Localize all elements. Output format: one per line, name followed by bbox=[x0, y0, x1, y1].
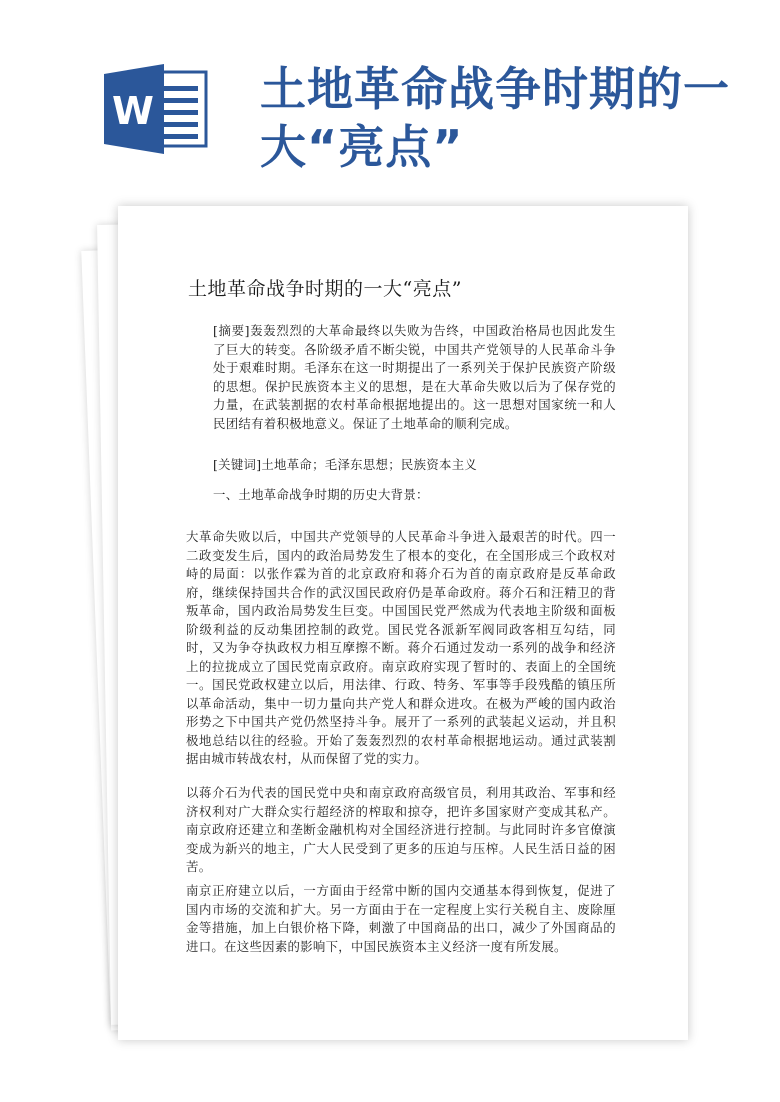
svg-text:W: W bbox=[112, 89, 154, 133]
document-page bbox=[118, 206, 688, 1040]
word-document-icon bbox=[104, 64, 210, 154]
keywords-line: [关键词]土地革命；毛泽东思想；民族资本主义 bbox=[213, 457, 478, 472]
body-paragraph: 南京正府建立以后，一方面由于经常中断的国内交通基本得到恢复，促进了国内市场的交流和扩大。另一方面由于在一定程度上实行关税自主、废除厘金等措施，加上白银价格下降，刺激了中国商品的出口，减少了外国商品的进口。在这些因素的影响下，中国民族资本主义经济一度有所发展。 bbox=[186, 883, 616, 954]
body-paragraph: 大革命失败以后，中国共产党领导的人民革命斗争进入最艰苦的时代。四一二政变发生后，国内的政治局势发生了根本的变化，在全国形成三个政权对峙的局面：以张作霖为首的北京政府和蒋介石为首的南京政府是反革命政府，继续保持国共合作的武汉国民政府仍是革命政府。蒋介石和汪精卫的背叛革命，国内政治局势发生巨变。中国国民党严然成为代表地主阶级和面板阶级利益的反动集团控制的政党。国民党各派新军阀同政客相互勾结，同时，又为争夺执政权力相互摩擦不断。蒋介石通过发动一系列的战争和经济上的拉拢成立了国民党南京政府。南京政府实现了暂时的、表面上的全国统一。国民党政权建立以后，用法律、行政、特务、军事等手段残酷的镇压所以革命活动，集中一切力量向共产党人和群众进攻。在极为严峻的国内政治形势之下中国共产党仍然坚持斗争。展开了一系列的武装起义运动，并且积极地总结以往的经验。开始了轰轰烈烈的农村革命根据地运动。通过武装割据由城市转战农村，从而保留了党的实力。 bbox=[186, 529, 616, 766]
body-paragraph: 以蒋介石为代表的国民党中央和南京政府高级官员，利用其政治、军事和经济权利对广大群众实行超经济的榨取和掠夺，把许多国家财产变成其私产。南京政府还建立和垄断金融机构对全国经济进行控制。与此同时许多官僚演变成为新兴的地主，广大人民受到了更多的压迫与压榨。人民生活日益的困苦。 bbox=[186, 785, 616, 874]
document-title: 土地革命战争时期的一大“亮点” bbox=[188, 278, 462, 300]
page-title: 土地革命战争时期的一大“亮点” bbox=[260, 62, 730, 174]
abstract-paragraph: [摘要]轰轰烈烈的大革命最终以失败为告终，中国政治格局也因此发生了巨大的转变。各阶级矛盾不断尖锐，中国共产党领导的人民革命斗争处于艰难时期。毛泽东在这一时期提出了一系列关于保护民族资产阶级的思想。保护民族资本主义的思想，是在大革命失败以后为了保存党的力量，在武装割据的农村革命根据地提出的。这一思想对国家统一和人民团结有着积极地意义。保证了土地革命的顺利完成。 bbox=[213, 323, 616, 431]
section-heading: 一、土地革命战争时期的历史大背景： bbox=[213, 487, 429, 502]
